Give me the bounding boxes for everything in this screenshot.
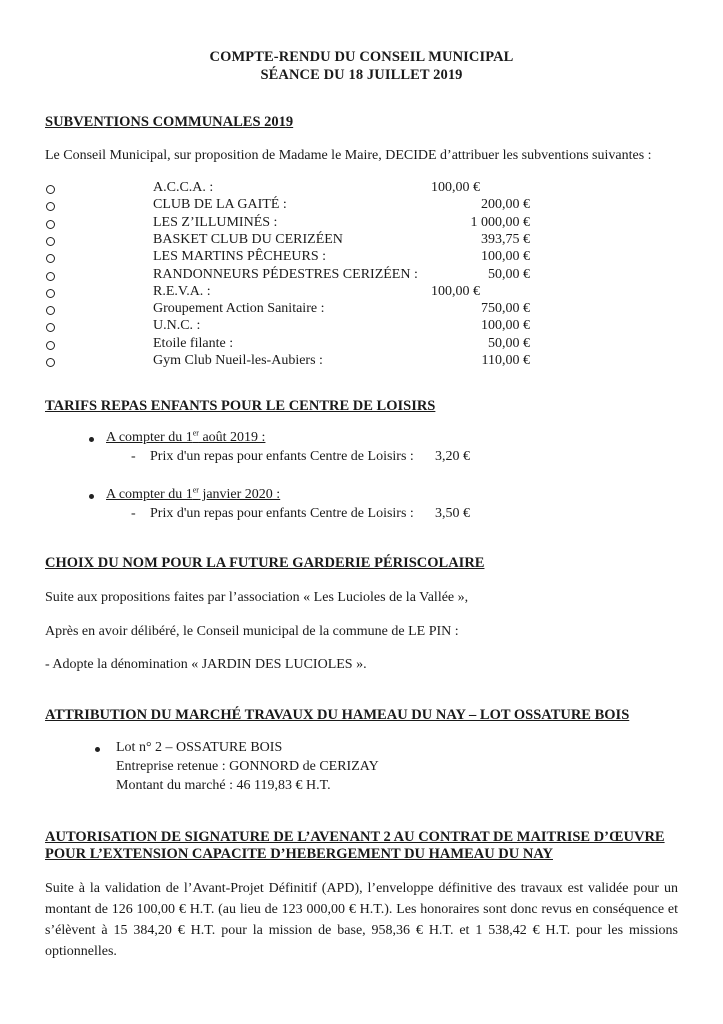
tarif-period-label: A compter du 1er janvier 2020 : [106,485,281,502]
list-bullet-icon [46,289,55,298]
subvention-amount: 100,00 € [431,283,480,299]
list-bullet-icon [46,237,55,246]
section-heading-garderie: CHOIX DU NOM POUR LA FUTURE GARDERIE PÉRISCOLAIRE [45,555,485,571]
subvention-amount: 100,00 € [481,318,530,334]
bullet-icon [89,437,94,442]
subvention-amount: 1 000,00 € [470,214,530,230]
subvention-name: Groupement Action Sanitaire : [153,301,325,317]
subventions-intro: Le Conseil Municipal, sur proposition de Madame le Maire, DECIDE d’attribuer les subventions suivantes : [45,148,652,163]
tarif-item-label: Prix d'un repas pour enfants Centre de Loisirs : [150,506,414,521]
subvention-name: RANDONNEURS PÉDESTRES CERIZÉEN : [153,266,418,282]
document-title-line2: SÉANCE DU 18 JUILLET 2019 [260,67,463,83]
list-bullet-icon [46,306,55,315]
list-bullet-icon [46,185,55,194]
subvention-name: CLUB DE LA GAITÉ : [153,197,287,213]
subvention-name: U.N.C. : [153,318,201,334]
tarif-period-label: A compter du 1er août 2019 : [106,428,266,445]
tarif-dash: - [131,449,136,464]
marche-entreprise: Entreprise retenue : GONNORD de CERIZAY [116,759,379,774]
list-bullet-icon [46,202,55,211]
list-bullet-icon [46,254,55,263]
subvention-amount: 50,00 € [488,266,530,282]
list-bullet-icon [46,341,55,350]
document-title-line1: COMPTE-RENDU DU CONSEIL MUNICIPAL [209,49,514,65]
section-heading-avenant-line1: AUTORISATION DE SIGNATURE DE L’AVENANT 2 AU CONTRAT DE MAITRISE D’ŒUVRE [45,829,665,845]
section-heading-avenant-line2: POUR L’EXTENSION CAPACITE D’HEBERGEMENT DU HAMEAU DU NAY [45,846,553,862]
avenant-paragraph: Suite à la validation de l’Avant-Projet Définitif (APD), l’enveloppe définitive des travaux est validée pour un montant de 126 100,00 € H.T. (au lieu de 123 000,00 € H.T.). Les honoraires sont donc revus en conséquence et s’élèvent à 15 384,20 € H.T. pour la mission de base, 958,36 € H.T. et 1 538,42 € H.T. pour les missions optionnelles. [45,881,678,959]
subvention-amount: 110,00 € [481,353,530,368]
marche-lot: Lot n° 2 – OSSATURE BOIS [116,740,283,755]
subvention-amount: 200,00 € [481,197,530,213]
subvention-name: R.E.V.A. : [153,283,211,299]
subvention-amount: 393,75 € [481,231,530,247]
garderie-paragraph-2: Après en avoir délibéré, le Conseil municipal de la commune de LE PIN : [45,624,459,639]
list-bullet-icon [46,358,55,367]
subvention-name: LES Z’ILLUMINÉS : [153,214,278,230]
tarif-dash: - [131,506,136,521]
list-bullet-icon [46,272,55,281]
subvention-amount: 100,00 € [431,180,480,195]
list-bullet-icon [46,220,55,229]
subvention-name: Gym Club Nueil-les-Aubiers : [153,353,323,368]
subvention-name: LES MARTINS PÊCHEURS : [153,249,327,265]
tarif-item-label: Prix d'un repas pour enfants Centre de Loisirs : [150,449,414,464]
marche-montant: Montant du marché : 46 119,83 € H.T. [116,778,331,793]
bullet-icon [95,747,100,752]
subvention-amount: 100,00 € [481,249,530,265]
bullet-icon [89,494,94,499]
section-heading-subventions: SUBVENTIONS COMMUNALES 2019 [45,114,294,130]
garderie-paragraph-3: - Adopte la dénomination « JARDIN DES LUCIOLES ». [45,657,367,672]
list-bullet-icon [46,323,55,332]
subvention-name: A.C.C.A. : [153,180,214,195]
garderie-paragraph-1: Suite aux propositions faites par l’association « Les Lucioles de la Vallée », [45,590,469,605]
tarif-price: 3,50 € [435,506,470,521]
tarif-price: 3,20 € [435,449,470,464]
subvention-name: BASKET CLUB DU CERIZÉEN [153,231,343,247]
section-heading-marche: ATTRIBUTION DU MARCHÉ TRAVAUX DU HAMEAU DU NAY – LOT OSSATURE BOIS [45,707,630,723]
subvention-amount: 750,00 € [481,301,530,317]
subvention-amount: 50,00 € [488,335,530,351]
subvention-name: Etoile filante : [153,335,234,351]
section-heading-tarifs: TARIFS REPAS ENFANTS POUR LE CENTRE DE LOISIRS [45,398,436,414]
